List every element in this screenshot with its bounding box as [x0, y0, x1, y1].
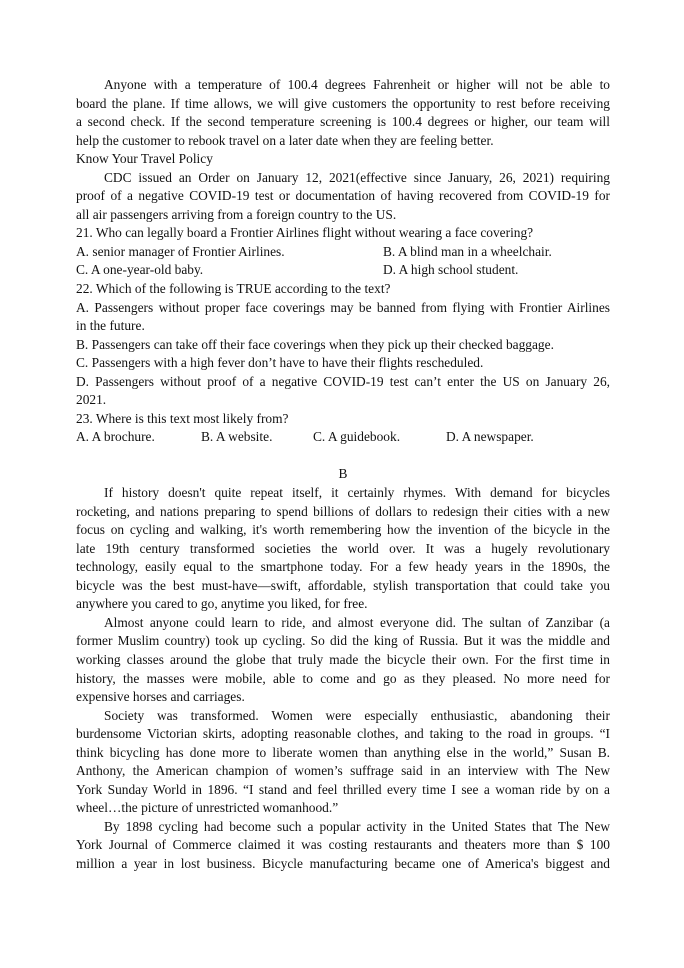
paragraph-line: board the plane. If time allows, we will give customers the opportunity to rest before receiving: [76, 95, 610, 111]
paragraph-line: By 1898 cycling had become such a popular activity in the United States that The New: [104, 818, 610, 834]
option-22-d: D. Passengers without proof of a negative COVID-19 test can’t enter the US on January 26,: [76, 373, 610, 389]
paragraph-line: late 19th century transformed societies the world over. It was a hugely revolutionary: [76, 540, 610, 556]
passage-b-paragraph: [76, 614, 610, 707]
question-21-stem: 21. Who can legally board a Frontier Airlines flight without wearing a face covering?: [76, 225, 534, 241]
question-23-options: [76, 428, 610, 447]
question-23-stem: 23. Where is this text most likely from?: [76, 410, 289, 426]
question-21-options-row-2: [76, 261, 610, 280]
option-21-b: B. A blind man in a wheelchair.: [383, 243, 552, 259]
paragraph-line: anywhere you cared to go, anytime you liked, for free.: [76, 596, 368, 612]
question-22-stem: 22. Which of the following is TRUE according to the text?: [76, 281, 391, 297]
option-23-b: B. A website.: [201, 429, 273, 445]
paragraph-line: working classes around the globe that truly made the bicycle their own. For the first time in: [76, 651, 610, 667]
paragraph-line: York Journal of Commerce claimed it was costing restaurants and theaters more than $ 100: [76, 837, 610, 853]
paragraph-line: expensive horses and carriages.: [76, 689, 245, 705]
option-23-a: A. A brochure.: [76, 429, 155, 445]
paragraph-line: Society was transformed. Women were especially enthusiastic, abandoning their: [104, 707, 610, 723]
paragraph-line: wheel…the picture of unrestricted womanhood.”: [76, 800, 339, 816]
passage-b-paragraph: [76, 484, 610, 614]
passage-a-paragraph-2: [76, 169, 610, 225]
section-heading: Know Your Travel Policy: [76, 151, 213, 167]
paragraph-line: help the customer to rebook travel on a later date when they are feeling better.: [76, 132, 494, 148]
option-22-b: B. Passengers can take off their face coverings when they pick up their checked baggage.: [76, 336, 554, 352]
option-21-d: D. A high school student.: [383, 262, 519, 278]
option-22-c: C. Passengers with a high fever don’t have to have their flights rescheduled.: [76, 355, 484, 371]
paragraph-line: York Sunday World in 1896. “I stand and feel thrilled every time I see a woman ride by on a: [76, 781, 610, 797]
paragraph-line: rocketing, and nations preparing to spend billions of dollars to redesign their cities with a new: [76, 503, 610, 519]
paragraph-line: a second check. If the second temperature screening is 100.4 degrees or higher, our team will: [76, 114, 610, 130]
passage-b-title: B: [338, 466, 348, 482]
paragraph-line: Anthony, the American champion of women’s suffrage said in an interview with The New: [76, 763, 610, 779]
option-21-a: A. senior manager of Frontier Airlines.: [76, 243, 285, 259]
option-22-a: A. Passengers without proper face coverings may be banned from flying with Frontier Airlines: [76, 299, 610, 315]
paragraph-line: million a year in lost business. Bicycle manufacturing became one of America's biggest and: [76, 855, 610, 871]
paragraph-line: focus on cycling and walking, it's worth remembering how the invention of the bicycle in the: [76, 522, 610, 538]
paragraph-line: Anyone with a temperature of 100.4 degrees Fahrenheit or higher will not be able to: [104, 77, 610, 92]
option-21-c: C. A one-year-old baby.: [76, 262, 204, 278]
option-23-c: C. A guidebook.: [313, 429, 401, 445]
passage-a-paragraph-1: [76, 76, 610, 150]
paragraph-line: proof of a negative COVID-19 test or documentation of having recovered from COVID-19 for: [76, 188, 610, 204]
paragraph-line: Almost anyone could learn to ride, and almost everyone did. The sultan of Zanzibar (a: [104, 614, 610, 630]
paragraph-line: history, the masses were mobile, able to come and go as they pleased. No more need for: [76, 670, 610, 686]
option-22-a-cont: in the future.: [76, 318, 145, 334]
option-22-d-cont: 2021.: [76, 392, 107, 408]
paragraph-line: former Muslim country) took up cycling. So did the king of Russia. But it was the middle and: [76, 633, 610, 649]
passage-b-paragraph: [76, 707, 610, 818]
question-21-options-row-1: [76, 243, 610, 262]
paragraph-line: think bicycling has done more to liberate women than anything else in the world,” Susan B.: [76, 744, 610, 760]
paragraph-line: bicycle was the best must-have—swift, affordable, stylish transportation that could take you: [76, 577, 610, 593]
paragraph-line: technology, easily equal to the smartphone today. For a few heady years in the 1890s, the: [76, 559, 610, 575]
paragraph-line: If history doesn't quite repeat itself, it certainly rhymes. With demand for bicycles: [104, 485, 610, 501]
passage-b-body: [76, 484, 610, 873]
blank-line: [76, 447, 610, 466]
paragraph-line: burdensome Victorian skirts, adopting reasonable clothes, and taking to the road in groups. “I: [76, 726, 610, 742]
paragraph-line: all air passengers arriving from a foreign country to the US.: [76, 206, 397, 222]
document-page: [76, 76, 610, 874]
passage-b-paragraph: [76, 818, 610, 874]
option-23-d: D. A newspaper.: [446, 429, 534, 445]
paragraph-line: CDC issued an Order on January 12, 2021(effective since January, 26, 2021) requiring: [104, 169, 610, 185]
